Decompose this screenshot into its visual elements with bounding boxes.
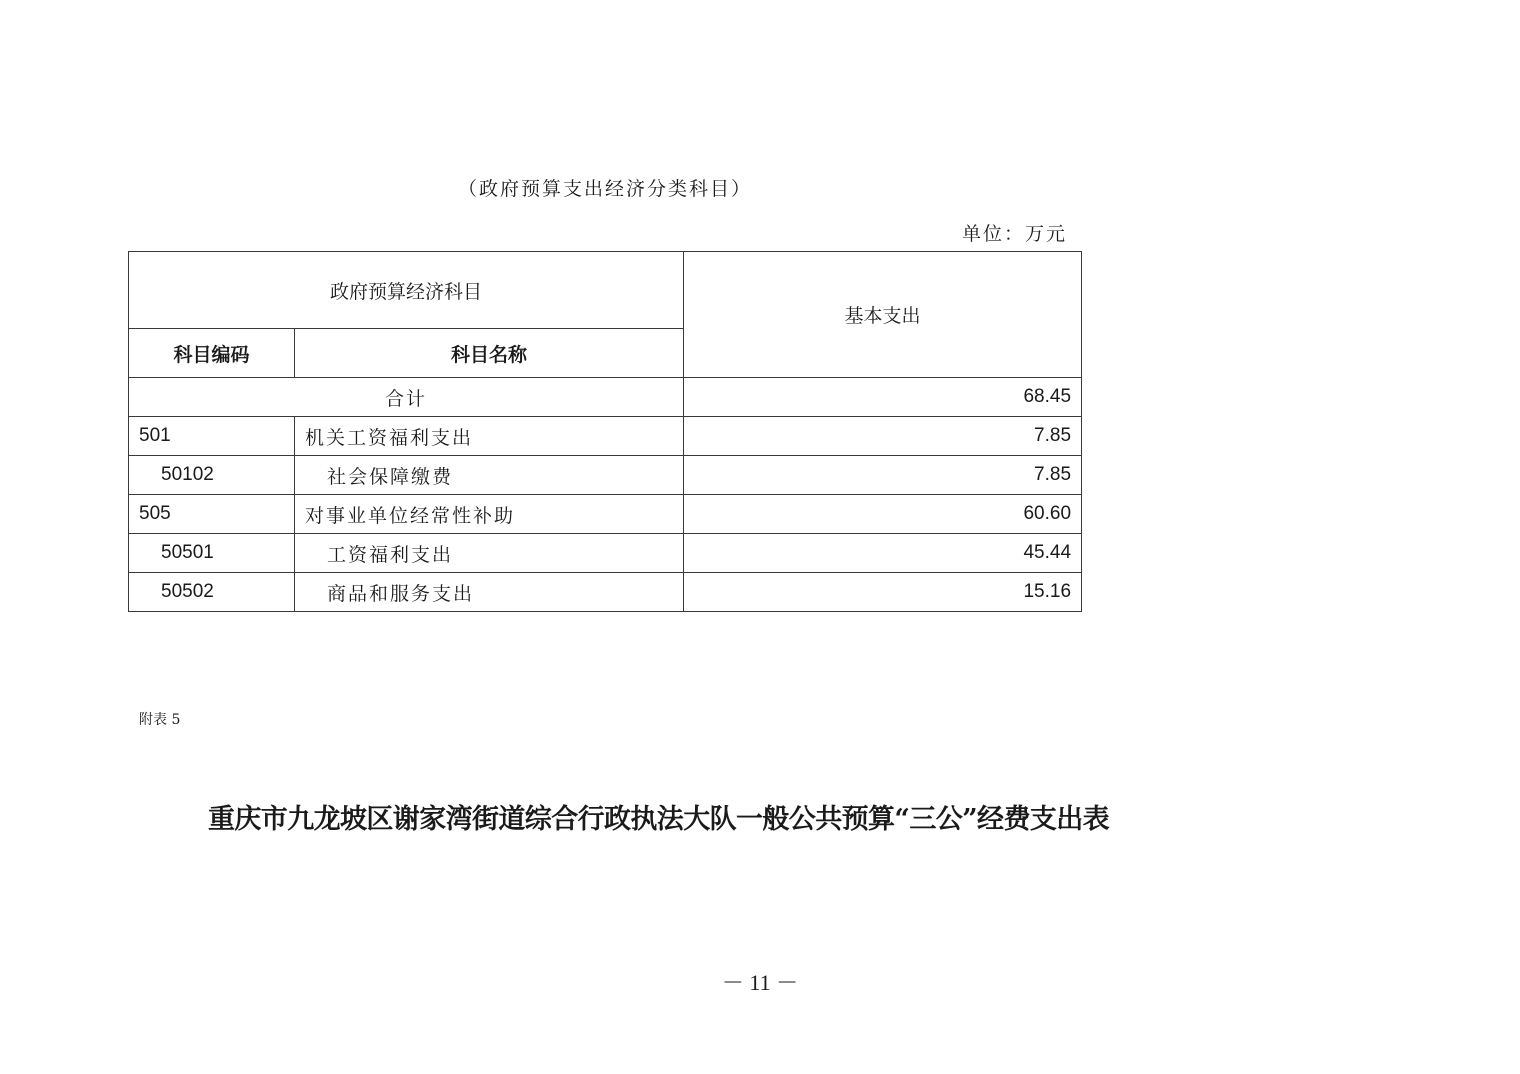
subject-code: 50102 — [129, 456, 295, 495]
page-number: － 11 － — [721, 970, 799, 995]
basic-expenditure-value: 15.16 — [684, 573, 1082, 612]
basic-expenditure-value: 7.85 — [684, 456, 1082, 495]
subject-code: 50501 — [129, 534, 295, 573]
basic-expenditure-value: 45.44 — [684, 534, 1082, 573]
subject-name: 商品和服务支出 — [295, 573, 684, 612]
table-row — [129, 573, 1082, 612]
header-subject-code: 科目编码 — [129, 329, 295, 378]
subject-name: 社会保障缴费 — [295, 456, 684, 495]
subject-name: 机关工资福利支出 — [295, 417, 684, 456]
table-subtitle: （政府预算支出经济分类科目） — [457, 178, 752, 200]
basic-expenditure-value: 60.60 — [684, 495, 1082, 534]
page-title: 重庆市九龙坡区谢家湾街道综合行政执法大队一般公共预算“三公”经费支出表 — [208, 804, 1110, 835]
table-row — [129, 417, 1082, 456]
subject-name: 对事业单位经常性补助 — [295, 495, 684, 534]
subject-code: 501 — [129, 417, 295, 456]
header-subject-name: 科目名称 — [295, 329, 684, 378]
total-label: 合计 — [129, 378, 684, 417]
budget-table — [128, 251, 1082, 612]
subject-code: 505 — [129, 495, 295, 534]
basic-expenditure-value: 7.85 — [684, 417, 1082, 456]
header-economic-subject: 政府预算经济科目 — [129, 252, 684, 329]
attachment-label: 附表 5 — [139, 712, 181, 728]
subject-code: 50502 — [129, 573, 295, 612]
subject-name: 工资福利支出 — [295, 534, 684, 573]
total-value: 68.45 — [684, 378, 1082, 417]
table-row-total — [129, 378, 1082, 417]
header-basic-expenditure: 基本支出 — [684, 252, 1082, 378]
unit-label: 单位：万元 — [962, 223, 1068, 245]
table-row — [129, 534, 1082, 573]
table-row — [129, 495, 1082, 534]
table-row — [129, 456, 1082, 495]
